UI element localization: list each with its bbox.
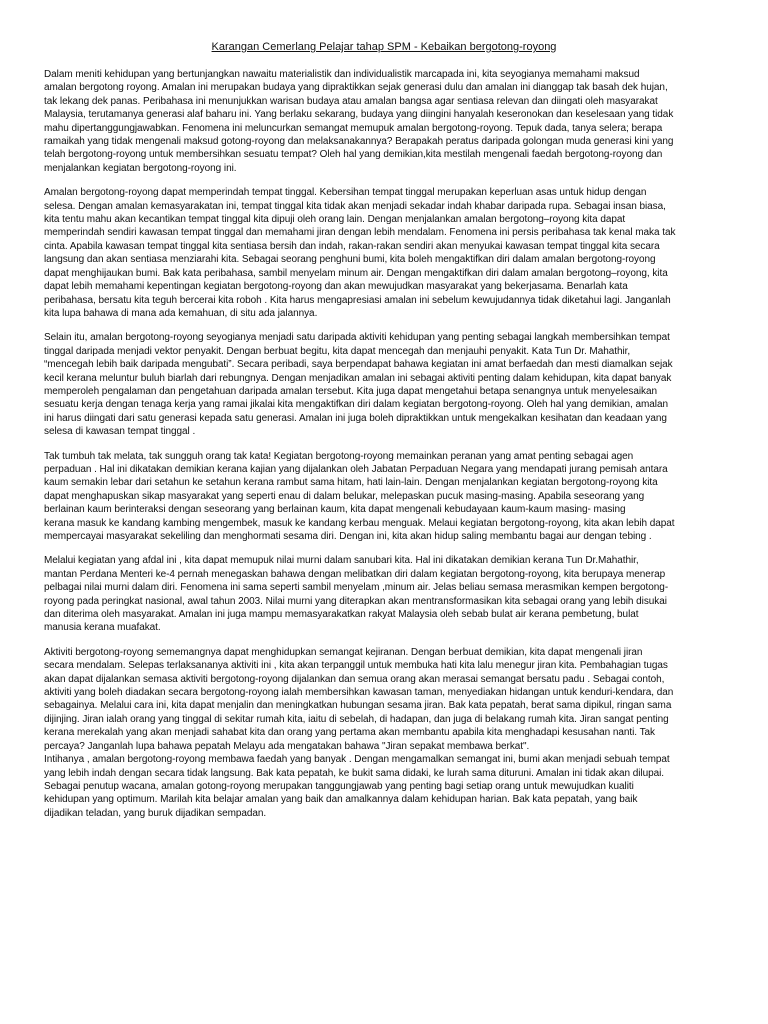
- paragraph-line: peribahasa, bersatu kita teguh bercerai kita roboh . Kita harus mengapresiasi amalan ini sebelum kewujudannya tidak diketahui lagi. Janganlah: [44, 294, 671, 306]
- paragraph-line: akan dapat dijalankan semasa aktiviti bergotong-royong dijalankan dan semua orang akan merasai semangat bersatu padu . Sebagai contoh,: [44, 673, 665, 685]
- paragraph-line: ini harus diingati dari satu generasi kepada satu generasi. Amalan ini juga boleh dipraktikkan untuk mengekalkan kesihatan dan keadaan yang: [44, 412, 667, 424]
- paragraph-line: menjalankan kegiatan bergotong-royong ini.: [44, 162, 237, 174]
- paragraph-line: langsung dan akan sentiasa menziarahi kita. Sebagai seorang penghuni bumi, kita boleh mengaktifkan diri dalam amalan bergotong-royong: [44, 254, 656, 266]
- paragraph: [44, 554, 724, 634]
- paragraph: [44, 186, 724, 320]
- paragraph-line: Amalan bergotong-royong dapat memperindah tempat tinggal. Kebersihan tempat tinggal merupakan keperluan asas untuk hidup dengan: [44, 187, 647, 199]
- paragraph-line: secara mendalam. Selepas terlaksananya aktiviti ini , kita akan terpanggil untuk membuka hati kita lalu menegur jiran kita. Pembahagian tugas: [44, 660, 668, 672]
- document-title: Karangan Cemerlang Pelajar tahap SPM - Kebaikan bergotong-royong: [211, 41, 557, 53]
- paragraph-line: Intihanya , amalan bergotong-royong membawa faedah yang banyak . Dengan mengamalkan semangat ini, bumi akan menjadi sebuah tempat: [44, 754, 670, 766]
- paragraph-line: dan diterima oleh masyarakat. Amalan ini juga mampu memasyarakatkan rakyat Malaysia oleh sebab bulat air kerana pembetung, bulat: [44, 609, 639, 621]
- paragraph-line: kaum semakin lebar dari setahun ke setahun kerana rambut sama hitam, hati lain-lain. Dengan menjalankan kegiatan bergotong-royong kita: [44, 477, 658, 489]
- paragraph-line: Dalam meniti kehidupan yang bertunjangkan nawaitu materialistik dan individualistik marcapada ini, kita seyogianya memahami maksud: [44, 69, 640, 80]
- paragraph-line: royong pada peringkat nasional, awal tahun 2003. Nilai murni yang diterapkan akan mentransformasikan kita sebagai orang yang lebih disukai: [44, 595, 667, 607]
- paragraph: [44, 450, 724, 544]
- paragraph: [44, 646, 724, 820]
- paragraph-line: dapat menghapuskan sikap masyarakat yang seperti enau di dalam belukar, melepaskan pucuk masing-masing. Apabila seseorang yang: [44, 490, 645, 502]
- paragraph-line: percaya? Janganlah lupa bahawa pepatah Melayu ada mengatakan bahawa "Jiran sepakat membawa berkat".: [44, 740, 530, 752]
- paragraph-line: sebagainya. Melalui cara ini, kita dapat menjalin dan meningkatkan hubungan sesama jiran. Bak kata pepatah, berat sama dipikul, ringan sama: [44, 700, 672, 712]
- paragraph-line: kehidupan yang optimum. Marilah kita belajar amalan yang baik dan amalkannya dalam kehidupan harian. Bak kata pepatah, yang baik: [44, 794, 638, 806]
- paragraph-line: cinta. Apabila kawasan tempat tinggal kita sentiasa bersih dan indah, rakan-rakan sendiri akan menyukai kawasan tempat tinggal kita secara: [44, 240, 660, 252]
- paragraph-line: Sebagai penutup wacana, amalan gotong-royong merupakan tanggungjawab yang penting bagi setiap orang untuk mewujudkan kualiti: [44, 780, 634, 792]
- paragraph-line: telah bergotong-royong untuk membersihkan sesuatu tempat? Oleh hal yang demikian,kita mestilah mengenali faedah bergotong-royong dan: [44, 149, 663, 161]
- paragraph-line: dapat menghijaukan bumi. Bak kata peribahasa, sambil menyelam minum air. Dengan mengaktifkan diri dalam amalan bergotong–royong, kita: [44, 267, 668, 279]
- paragraph-line: kerana masuk ke kandang kambing mengembek, masuk ke kandang kerbau menguak. Melaui kegiatan bergotong-royong, kita akan lebih dapat: [44, 517, 675, 529]
- paragraph-line: Melalui kegiatan yang afdal ini , kita dapat memupuk nilai murni dalam sanubari kita. Hal ini dikatakan demikian kerana Tun Dr.Mahathir,: [44, 555, 639, 567]
- paragraph-line: selesa. Dengan amalan kemasyarakatan ini, tempat tinggal kita tidak akan menjadi sekadar indah khabar daripada rupa. Sebagai insan biasa,: [44, 200, 666, 212]
- paragraph-line: tinggal daripada menjadi vektor penyakit. Dengan berbuat begitu, kita dapat mencegah dan menjauhi penyakit. Kata Tun Dr. Mahathir,: [44, 345, 631, 357]
- paragraph: [44, 331, 724, 438]
- paragraph-line: selesa di kawasan tempat tinggal .: [44, 426, 196, 438]
- paragraph-line: Selain itu, amalan bergotong-royong seyogianya menjadi satu daripada aktiviti kehidupan yang penting sebagai langkah membersihkan tempat: [44, 332, 670, 344]
- paragraph-line: yang lebih indah dengan secara tidak langsung. Bak kata pepatah, ke bukit sama didaki, ke lurah sama dituruni. Amalan ini tidak akan dilupai.: [44, 767, 665, 779]
- paragraph: [44, 68, 724, 175]
- paragraph-line: Tak tumbuh tak melata, tak sungguh orang tak kata! Kegiatan bergotong-royong memainkan peranan yang amat penting sebagai agen: [44, 450, 634, 462]
- paragraph-line: pelbagai nilai murni dalam diri. Fenomena ini sama seperti sambil menyelam ,minum air. Jelas beliau semasa merasmikan kempen bergotong-: [44, 582, 669, 594]
- paragraph-line: mantan Perdana Menteri ke-4 pernah menegaskan bahawa dengan melibatkan diri dalam kegiatan bergotong-royong, kita berupaya menerap: [44, 568, 666, 580]
- paragraph-line: memperindah sendiri kawasan tempat tinggal dan memahami jiran dengan lebih mendalam. Fenomena ini persis peribahasa tak kenal maka tak: [44, 227, 676, 239]
- paragraph-line: dijadikan teladan, yang buruk dijadikan sempadan.: [44, 807, 267, 819]
- paragraph-line: kecil kerana meluntur buluh biarlah dari rebungnya. Dengan menjadikan amalan ini sebagai aktiviti penting dalam kehidupan, kita dapat banyak: [44, 372, 672, 384]
- paragraph-line: mempercayai masyarakat sekeliling dan menghormati sesama diri. Dengan ini, kita akan hidup saling membantu bagai aur dengan tebing .: [44, 531, 652, 542]
- paragraph-line: kita tentu mahu akan kecantikan tempat tinggal kita dipuji oleh orang lain. Dengan menjalankan amalan bergotong–royong kita dapat: [44, 214, 626, 226]
- paragraph-list: [44, 68, 724, 820]
- paragraph-line: “mencegah lebih baik daripada mengubati”. Secara peribadi, saya berpendapat bahawa kegiatan ini amat berfaedah dan mesti diamalkan sejak: [44, 359, 673, 371]
- paragraph-line: amalan bergotong royong. Amalan ini merupakan budaya yang dipraktikkan sejak generasi dulu dan amalan ini dianggap tak basah dek hujan,: [44, 82, 668, 94]
- paragraph-line: manusia kerana muafakat.: [44, 622, 161, 634]
- document-body: [44, 40, 724, 831]
- paragraph-line: Malaysia, terutamanya generasi alaf baharu ini. Yang berlaku sekarang, budaya yang diingini hanyalah keseronokan dan keselesaan yang tidak: [44, 109, 674, 121]
- paragraph-line: kita lupa bahawa di mana ada kemahuan, di situ ada jalannya.: [44, 307, 318, 319]
- paragraph-line: memperoleh pengalaman dan pengetahuan daripada amalan tersebut. Kita juga dapat mengetahui betapa senangnya untuk menyelesaikan: [44, 385, 657, 397]
- paragraph-line: tak lekang dek panas. Peribahasa ini menunjukkan warisan budaya atau amalan bangsa agar sentiasa relevan dan diingati oleh masyarakat: [44, 95, 658, 107]
- paragraph-line: dapat lebih memahami kepentingan kegiatan bergotong-royong dan akan mewujudkan masyarakat yang bekerjasama. Benarlah kata: [44, 281, 628, 293]
- paragraph-line: Aktiviti bergotong-royong sememangnya dapat menghidupkan semangat kejiranan. Dengan berbuat demikian, kita dapat mengenali jiran: [44, 646, 643, 658]
- paragraph-line: perpaduan . Hal ini dikatakan demikian kerana kajian yang dijalankan oleh Jabatan Perpaduan Negara yang mendapati jurang pemisah antara: [44, 463, 668, 475]
- paragraph-line: ramaikah yang tidak mengenali maksud gotong-royong dan melaksanakannya? Berapakah peratus daripada golongan muda generasi kini yang: [44, 136, 674, 148]
- paragraph-line: mahu dipertanggungjawabkan. Fenomena ini meluncurkan semangat memupuk amalan bergotong-royong. Tepuk dada, tanya selera; berapa: [44, 122, 663, 134]
- paragraph-line: aktiviti yang boleh diadakan secara bergotong-royong ialah membersihkan kawasan taman, menyediakan hidangan untuk kenduri-kendara, dan: [44, 687, 674, 699]
- paragraph-line: berlainan kaum berinteraksi dengan seseorang yang berlainan kaum, kita dapat mengenali kebudayaan kaum-kaum masing- masing: [44, 504, 626, 516]
- paragraph-line: kerana merekalah yang akan menjadi sahabat kita dan orang yang pertama akan membantu apabila kita menghadapi kesusahan nanti. Tak: [44, 727, 655, 739]
- paragraph-line: dijinjing. Jiran ialah orang yang tinggal di sekitar rumah kita, iaitu di sebelah, di hadapan, dan juga di belakang rumah kita. Jiran sangat penting: [44, 713, 669, 725]
- paragraph-line: sesuatu kerja dengan tenaga kerja yang ramai jikalai kita mengaktifkan diri dalam kegiatan bergotong-royong. Oleh hal yang demikian, amalan: [44, 399, 668, 411]
